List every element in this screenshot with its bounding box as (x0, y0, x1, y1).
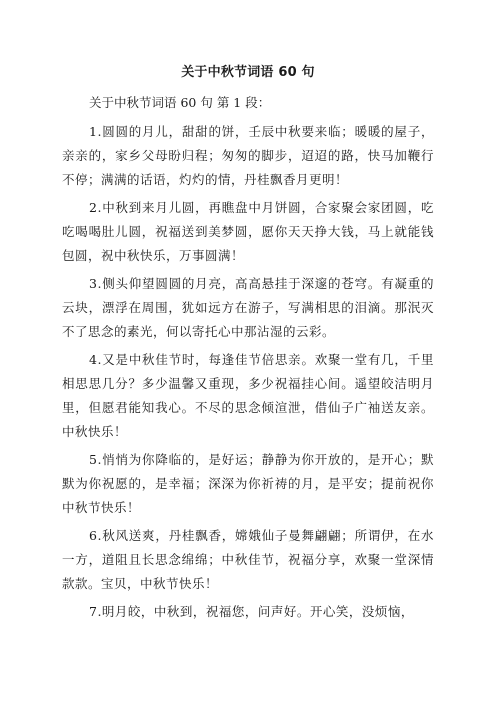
paragraph-4: 4.又是中秋佳节时，每逢佳节倍思亲。欢聚一堂有几，千里相思思几分？多少温馨又重现，多少祝福挂心间。遥望皎洁明月里，但愿君能知我心。不尽的思念倾渲泄，借仙子广袖送友亲。中秋快乐！ (62, 352, 434, 439)
section-heading: 关于中秋节词语 60 句 第 1 段： (89, 95, 271, 110)
document-body (62, 120, 434, 624)
document-title: 关于中秋节词语 60 句 (181, 65, 315, 80)
paragraph-1: 1.圆圆的月儿，甜甜的饼，壬辰中秋要来临；暖暖的屋子，亲亲的，家乡父母盼归程；匆匆的脚步，迢迢的路，快马加鞭行不停；满满的话语，灼灼的情，丹桂飘香月更明！ (62, 124, 434, 187)
paragraph-6: 6.秋风送爽，丹桂飘香，嫦娥仙子曼舞翩翩；所谓伊，在水一方，道阻且长思念绵绵；中秋佳节，祝福分享，欢聚一堂深情款款。宝贝，中秋节快乐！ (62, 528, 434, 591)
paragraph-7: 7.明月皎，中秋到，祝福您，问声好。开心笑，没烦恼， (89, 604, 414, 619)
paragraph-3: 3.侧头仰望圆圆的月亮，高高悬挂于深邃的苍穹。有凝重的云块，漂浮在周围，犹如远方在游子，写满相思的泪滴。那泯灭不了思念的素光，何以寄托心中那沾湿的云彩。 (62, 276, 434, 339)
paragraph-5: 5.悄悄为你降临的，是好运；静静为你开放的，是开心；默默为你祝愿的，是幸福；深深为你祈祷的月，是平安；提前祝你中秋节快乐！ (62, 452, 434, 515)
paragraph-2: 2.中秋到来月儿圆，再瞧盘中月饼圆，合家聚会家团圆，吃吃喝喝肚儿圆，祝福送到美梦圆，愿你天天挣大钱，马上就能钱包圆，祝中秋快乐，万事圆满！ (62, 200, 434, 263)
